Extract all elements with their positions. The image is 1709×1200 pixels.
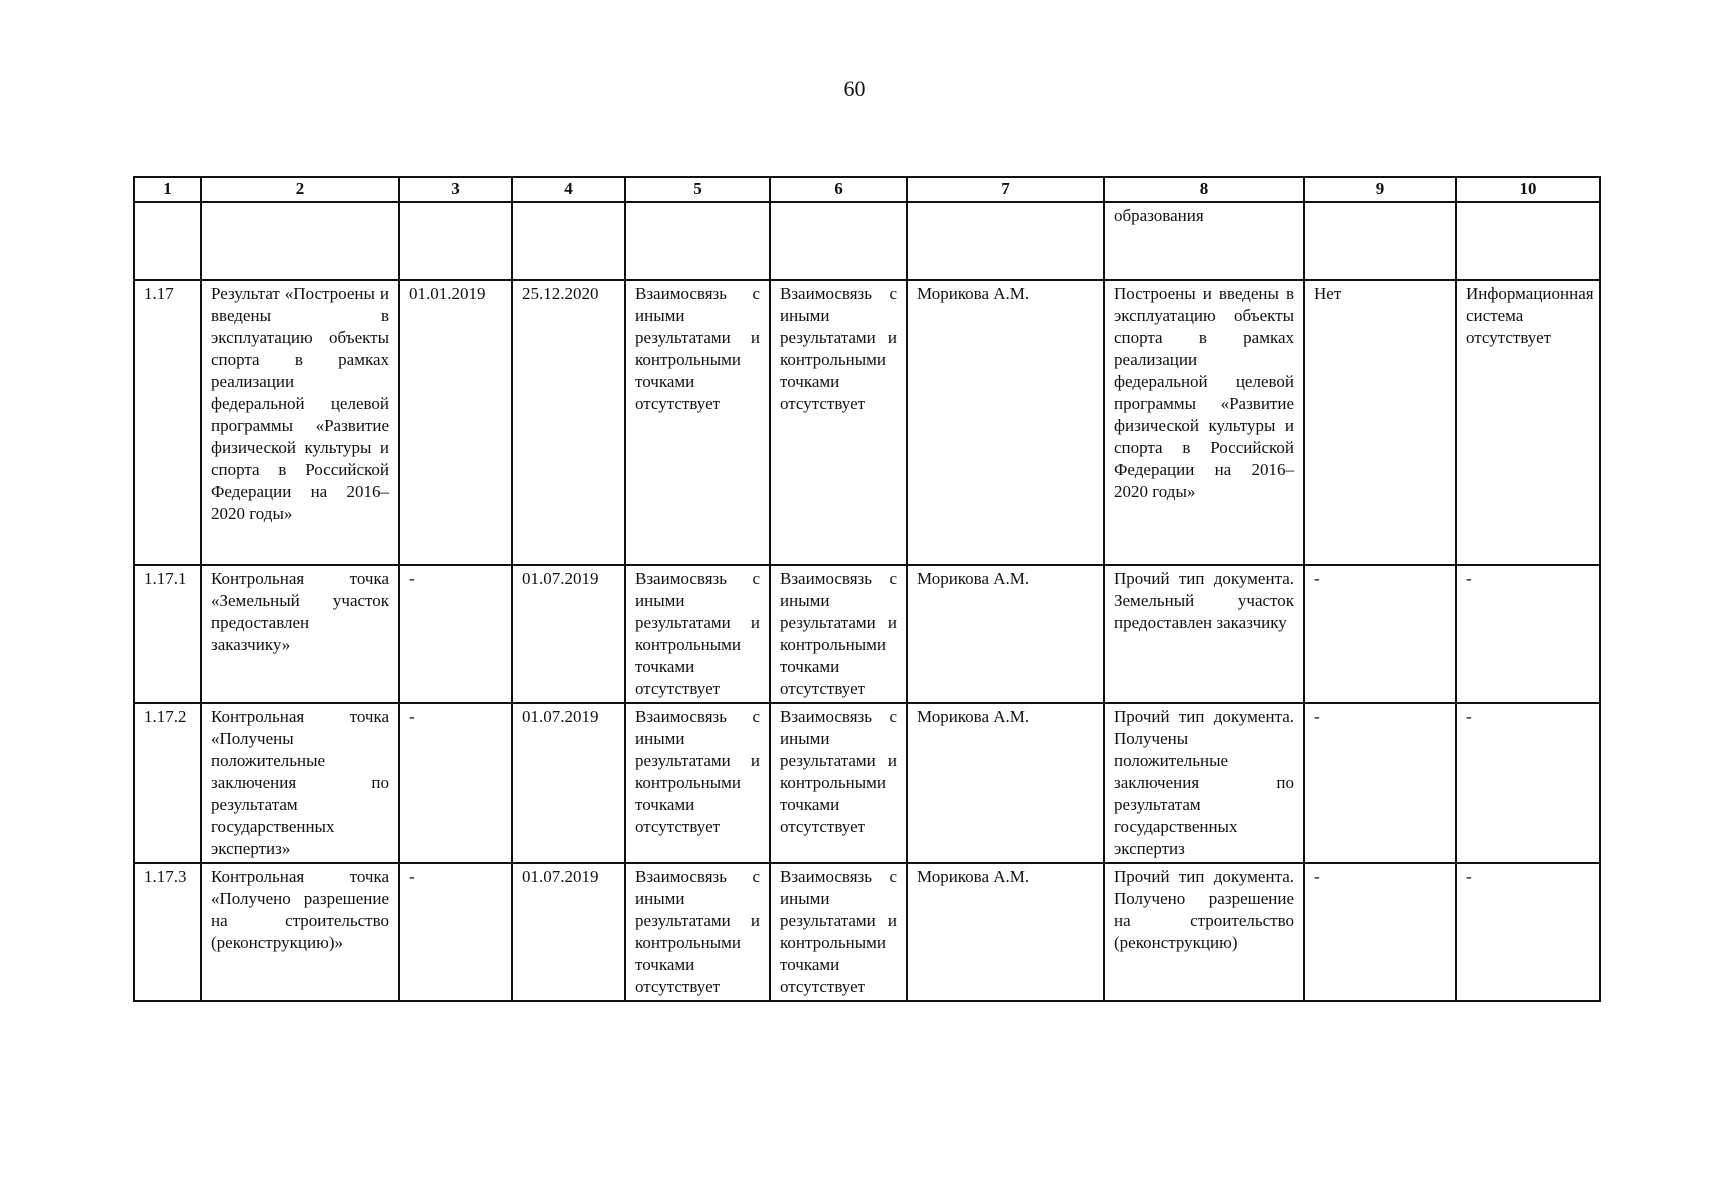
start-date: -	[399, 863, 512, 1001]
start-date: -	[399, 565, 512, 703]
header-col-7: 7	[907, 177, 1104, 202]
page-number: 60	[843, 76, 866, 101]
row-number: 1.17	[134, 280, 201, 565]
header-col-5: 5	[625, 177, 770, 202]
relation-cell: Взаимосвязь с иными результатами и контрольными точками отсутствует	[625, 280, 770, 565]
row-number: 1.17.1	[134, 565, 201, 703]
row-number: 1.17.2	[134, 703, 201, 863]
table-row	[134, 863, 1600, 1001]
end-date: 01.07.2019	[512, 863, 625, 1001]
relation-cell: Взаимосвязь с иными результатами и контрольными точками отсутствует	[625, 565, 770, 703]
responsible-person: Морикова А.М.	[907, 280, 1104, 565]
table-cell: -	[1304, 565, 1456, 703]
end-date: 01.07.2019	[512, 703, 625, 863]
table-row	[134, 280, 1600, 565]
header-col-1: 1	[134, 177, 201, 202]
relation-cell: Взаимосвязь с иными результатами и контрольными точками отсутствует	[625, 703, 770, 863]
table-cell	[512, 202, 625, 280]
table-cell: -	[1304, 863, 1456, 1001]
row-title: Контрольная точка «Земельный участок предоставлен заказчику»	[201, 565, 399, 703]
table-cell	[1304, 202, 1456, 280]
table-cell	[770, 202, 907, 280]
table-cell: Нет	[1304, 280, 1456, 565]
header-col-4: 4	[512, 177, 625, 202]
continuation-row	[134, 202, 1600, 280]
end-date: 25.12.2020	[512, 280, 625, 565]
header-col-8: 8	[1104, 177, 1304, 202]
start-date: -	[399, 703, 512, 863]
relation-cell: Взаимосвязь с иными результатами и контрольными точками отсутствует	[625, 863, 770, 1001]
table-cell	[201, 202, 399, 280]
info-system-cell: -	[1456, 703, 1600, 863]
relation-cell: Взаимосвязь с иными результатами и контрольными точками отсутствует	[770, 863, 907, 1001]
table-row	[134, 565, 1600, 703]
row-title: Контрольная точка «Получено разрешение на строительство (реконструкцию)»	[201, 863, 399, 1001]
document-cell: Прочий тип документа. Земельный участок предоставлен заказчику	[1104, 565, 1304, 703]
end-date: 01.07.2019	[512, 565, 625, 703]
header-col-9: 9	[1304, 177, 1456, 202]
header-col-10: 10	[1456, 177, 1600, 202]
table-cell	[1456, 202, 1600, 280]
responsible-person: Морикова А.М.	[907, 863, 1104, 1001]
responsible-person: Морикова А.М.	[907, 565, 1104, 703]
document-cell: Прочий тип документа. Получены положительные заключения по результатам государственных экспертиз	[1104, 703, 1304, 863]
responsible-person: Морикова А.М.	[907, 703, 1104, 863]
table-cell	[907, 202, 1104, 280]
control-points-table	[133, 176, 1601, 1002]
header-col-6: 6	[770, 177, 907, 202]
header-col-3: 3	[399, 177, 512, 202]
relation-cell: Взаимосвязь с иными результатами и контрольными точками отсутствует	[770, 565, 907, 703]
table-cell	[399, 202, 512, 280]
info-system-cell: -	[1456, 565, 1600, 703]
table-cell: -	[1304, 703, 1456, 863]
header-col-2: 2	[201, 177, 399, 202]
row-title: Результат «Построены и введены в эксплуатацию объекты спорта в рамках реализации федеральной целевой программы «Развитие физической культуры и спорта в Российской Федерации на 2016–2020 годы»	[201, 280, 399, 565]
row-title: Контрольная точка «Получены положительные заключения по результатам государственных экспертиз»	[201, 703, 399, 863]
table-cell	[625, 202, 770, 280]
row-number: 1.17.3	[134, 863, 201, 1001]
table-cell: образования	[1104, 202, 1304, 280]
document-cell: Прочий тип документа. Получено разрешение на строительство (реконструкцию)	[1104, 863, 1304, 1001]
document-cell: Построены и введены в эксплуатацию объекты спорта в рамках реализации федеральной целевой программы «Развитие физической культуры и спорта в Российской Федерации на 2016–2020 годы»	[1104, 280, 1304, 565]
table-row	[134, 703, 1600, 863]
relation-cell: Взаимосвязь с иными результатами и контрольными точками отсутствует	[770, 280, 907, 565]
info-system-cell: -	[1456, 863, 1600, 1001]
start-date: 01.01.2019	[399, 280, 512, 565]
relation-cell: Взаимосвязь с иными результатами и контрольными точками отсутствует	[770, 703, 907, 863]
table-cell	[134, 202, 201, 280]
header-row	[134, 177, 1600, 202]
info-system-cell: Информационная система отсутствует	[1456, 280, 1600, 565]
